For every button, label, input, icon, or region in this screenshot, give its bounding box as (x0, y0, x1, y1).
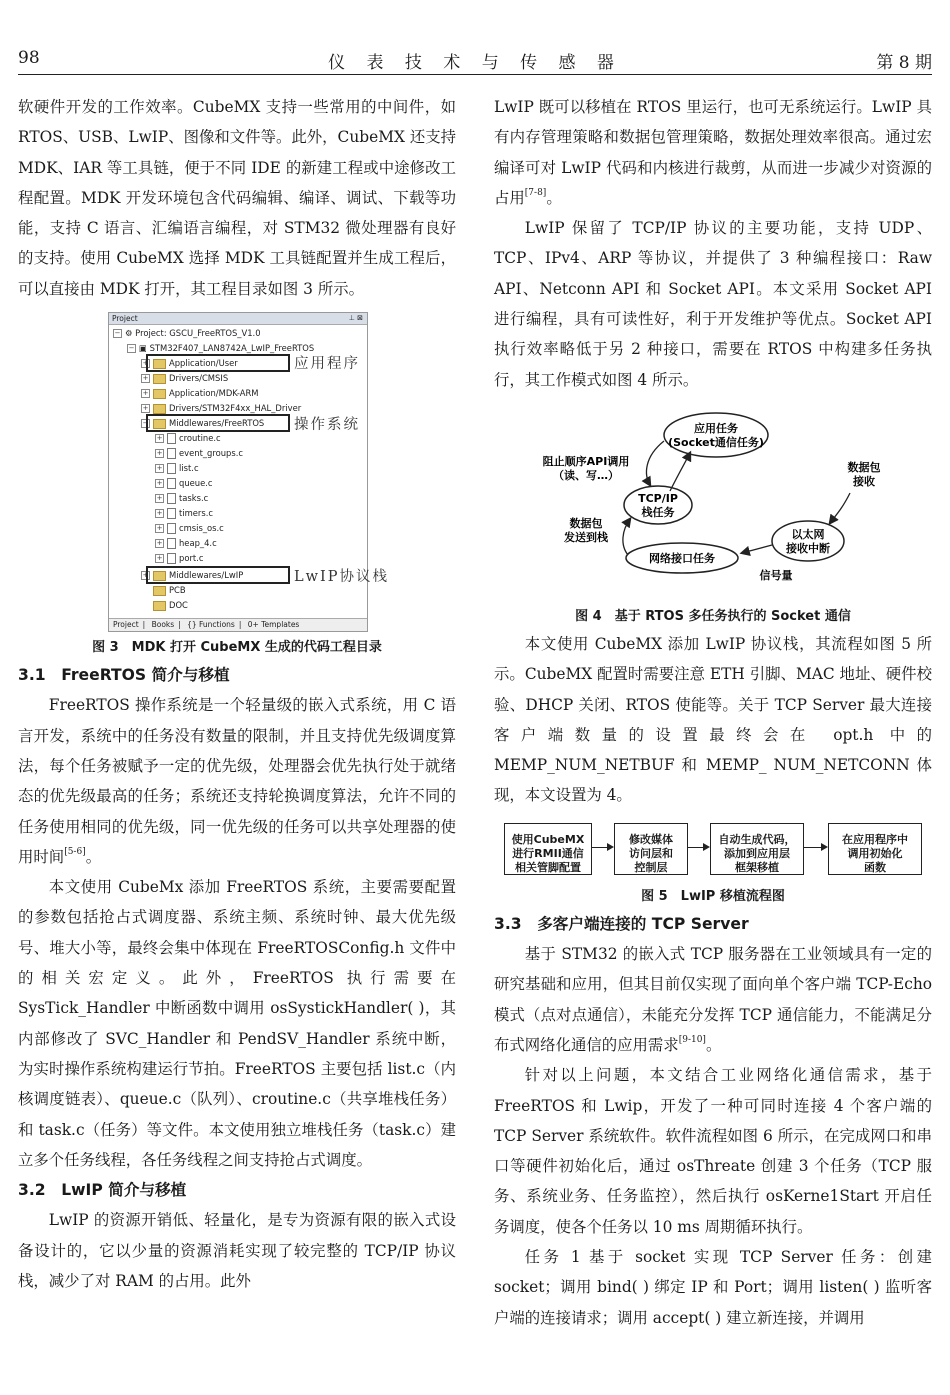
paragraph: LwIP 既可以移植在 RTOS 里运行，也可无系统运行。LwIP 具有内存管理策略和数据包管理策略，数据处理效率很高。通过宏编译可对 LwIP 代码和内核进行裁剪，从而进一步减少对资源的占用[7-8]。 (494, 98, 932, 207)
highlight-box-freertos (146, 414, 290, 432)
tree-row: PCB (141, 583, 186, 597)
tree-row: + list.c (156, 463, 199, 474)
file-icon (167, 553, 176, 564)
expand-icon: + (156, 524, 163, 533)
expand-icon: + (142, 374, 149, 383)
folder-icon (153, 404, 166, 414)
flow-box-3: 自动生成代码， 添加到应用层 框架移植 (710, 823, 804, 875)
tree-row: + Middlewares/LwIP (142, 570, 244, 581)
flow-box-4: 在应用程序中 调用初始化 函数 (828, 823, 922, 875)
target-icon: ▣ (139, 343, 150, 354)
tab-books: Books (151, 620, 175, 630)
paragraph: FreeRTOS 操作系统是一个轻量级的嵌入式系统，用 C 语言开发，系统中的任务没有数量的限制，并且支持优先级调度算法，每个任务被赋予一定的优先级，处理器会优先执行处于就绪态的优先级最高的任务；系统还支持轮换调度算法，允许不同的任务使用相同的优先级，同一优先级的任务可以共享处理器的使用时间[5-6]。 (18, 696, 456, 866)
highlight-box-lwip (146, 566, 290, 584)
folder-icon (153, 374, 166, 384)
figure-5 (494, 817, 932, 885)
collapse-icon: − (114, 329, 121, 338)
tree-row: + cmsis_os.c (156, 523, 224, 534)
tree-row: + Application/MDK-ARM (142, 388, 259, 399)
tree-row: + Application/User (142, 358, 238, 369)
expand-icon: + (142, 389, 149, 398)
tab-functions: {} Functions (187, 620, 235, 630)
figure-3 (18, 312, 456, 636)
project-panel-titlebar (109, 313, 367, 325)
flow-arrow (592, 847, 612, 848)
arrow-stack-to-app (670, 453, 690, 491)
expand-icon: + (156, 494, 163, 503)
file-icon (167, 538, 176, 549)
expand-icon: + (156, 554, 163, 563)
app-task-label: 应用任务 (694, 421, 738, 435)
project-icon: ⚙ (125, 328, 136, 339)
figure-4-caption: 图 4 基于 RTOS 多任务执行的 Socket 通信 (575, 608, 851, 624)
arrow-eth-to-net (742, 545, 772, 553)
flow-arrow (804, 847, 826, 848)
folder-icon (153, 601, 166, 611)
paragraph: 本文使用 CubeMx 添加 FreeRTOS 系统，主要需要配置的参数包括抢占式调度器、系统主频、系统时钟、最大优先级号、堆大小等，最终会集中体现在 FreeRTOSConfig.h 文件中的相关宏定义。此外，FreeRTOS 执行需要在 SysTick_Handler 中断函数中调用 osSystickHandler( )，其内部修改了 SVC_Handler 和 PendSV_Handler 系统中断，为实时操作系统构建运行节拍。FreeRTOS 主要包括 list.c（内核调度链表）、queue.c（队列）、croutine.c（共享堆栈任务）和 task.c（任务）等文件。本文使用独立堆栈任务（task.c）建立多个任务线程，各任务线程之间支持抢占式调度。 (18, 878, 456, 1169)
arrow-net-to-stack (623, 519, 630, 555)
tree-row: + tasks.c (156, 493, 209, 504)
project-panel-title: Project (112, 314, 138, 324)
tree-row: + timers.c (156, 508, 213, 519)
right-column (494, 92, 932, 1333)
page-number: 98 (18, 48, 40, 68)
tcpip-label: TCP/IP (638, 491, 678, 505)
folder-icon (153, 389, 166, 399)
expand-icon: + (156, 479, 163, 488)
tree-row: + heap_4.c (156, 538, 217, 549)
paragraph: LwIP 保留了 TCP/IP 协议的主要功能，支持 UDP、TCP、IPv4、ARP 等协议，并提供了 3 种编程接口：Raw API、Netconn API 和 Socket API。本文采用 Socket API 进行编程，具有可读性好，利于开发维护等优点。Socket API 执行效率略低于另 2 种接口，需要在 RTOS 中构建多任务执行，其工作模式如图 4 所示。 (494, 219, 932, 389)
tree-row: − ⚙ Project: GSCU_FreeRTOS_V1.0 (114, 328, 261, 339)
arrow-recv-to-eth (830, 493, 850, 523)
packet-recv-label: 数据包 (847, 460, 881, 474)
figure-4-diagram (494, 405, 932, 605)
packet-send-label: 数据包 (569, 516, 603, 530)
packet-send-sublabel: 发送到栈 (564, 530, 608, 544)
packet-recv-sublabel: 接收 (853, 474, 875, 488)
expand-icon: + (142, 404, 149, 413)
citation: [9-10] (678, 1034, 706, 1045)
flow-arrow (688, 847, 708, 848)
citation: [5-6] (64, 846, 86, 857)
collapse-icon: − (128, 344, 135, 353)
semaphore-label: 信号量 (759, 568, 793, 582)
figure-3-caption: 图 3 MDK 打开 CubeMX 生成的代码工程目录 (92, 640, 382, 656)
paragraph: 基于 STM32 的嵌入式 TCP 服务器在工业领域具有一定的研究基础和应用，但其目前仅实现了面向单个客户端 TCP-Echo 模式（点对点通信），未能充分发挥 TCP 通信能力，不能满足分布式网络化通信的应用需求[9-10]。 (494, 945, 932, 1054)
collapse-icon: − (142, 419, 149, 428)
section-heading-3-2: 3.2 LwIP 简介与移植 (18, 1181, 187, 1200)
tree-row: + croutine.c (156, 433, 221, 444)
eth-irq-label: 以太网 (791, 527, 825, 541)
pin-icon: ⊥ ⊠ (348, 314, 363, 323)
figure-5-caption: 图 5 LwIP 移植流程图 (641, 888, 785, 904)
tree-row: + Drivers/CMSIS (142, 373, 229, 384)
project-panel-tabs: Project | Books | {} Functions | 0+ Templates (109, 618, 367, 631)
flow-box-1: 使用CubeMX 进行RMII通信 相关管脚配置 (504, 823, 592, 875)
tab-project: Project (113, 620, 139, 630)
app-task-node (664, 413, 768, 457)
folder-icon (153, 586, 166, 596)
expand-icon: + (156, 464, 163, 473)
tree-row: DOC (141, 598, 188, 612)
expand-icon: + (156, 449, 163, 458)
file-icon (167, 478, 176, 489)
running-header (18, 44, 932, 75)
tcpip-sublabel: 栈任务 (641, 505, 675, 519)
arrow-app-to-stack (647, 441, 664, 485)
tab-templates: 0+ Templates (247, 620, 300, 630)
paragraph: LwIP 的资源开销低、轻量化，是专为资源有限的嵌入式设备设计的，它以少量的资源消耗实现了较完整的 TCP/IP 协议栈，减少了对 RAM 的占用。此外 (18, 1211, 456, 1291)
figure-4 (494, 405, 932, 605)
file-icon (167, 523, 176, 534)
label-application: 应用程序 (294, 356, 360, 373)
section-heading-3-3: 3.3 多客户端连接的 TCP Server (494, 914, 749, 933)
eth-irq-sublabel: 接收中断 (786, 541, 830, 555)
file-icon (167, 433, 176, 444)
label-lwip: LwIP协议栈 (294, 569, 390, 586)
file-icon (167, 463, 176, 474)
file-icon (167, 493, 176, 504)
journal-title: 仪 表 技 术 与 传 感 器 (328, 53, 622, 73)
app-task-sublabel: (Socket通信任务) (668, 435, 764, 449)
issue-number: 第 8 期 (876, 53, 932, 73)
block-call-label: 阻止顺序API调用 (542, 454, 630, 468)
tree-row: − ▣ STM32F407_LAN8742A_LwIP_FreeRTOS (128, 343, 315, 354)
expand-icon: + (156, 509, 163, 518)
paragraph: 针对以上问题，本文结合工业网络化通信需求，基于 FreeRTOS 和 Lwip，开发了一种可同时连接 4 个客户端的 TCP Server 系统软件。软件流程如图 6 所示，在完成网口和串口等硬件初始化后，通过 osThreate 创建 3 个任务（TCP 服务、系统业务、任务监控），然后执行 osKerne1Start 开启任务调度，使各个任务以 10 ms 周期循环执行。 (494, 1066, 932, 1236)
left-column (18, 92, 456, 1296)
paragraph: 任务 1 基于 socket 实现 TCP Server 任务：创建 socket；调用 bind( ) 绑定 IP 和 Port；调用 listen( ) 监听客户端的连接请求；调用 accept( ) 建立新连接，并调用 (494, 1248, 932, 1327)
file-icon (167, 448, 176, 459)
flow-box-2: 修改媒体 访问层和 控制层 (614, 823, 688, 875)
eth-irq-node (772, 521, 844, 561)
net-if-task-label: 网络接口任务 (649, 551, 715, 565)
block-call-sublabel: （读、写…） (553, 468, 619, 482)
expand-icon: + (142, 571, 149, 580)
expand-icon: + (156, 434, 163, 443)
file-icon (167, 508, 176, 519)
paragraph: 本文使用 CubeMX 添加 LwIP 协议栈，其流程如图 5 所示。CubeMX 配置时需要注意 ETH 引脚、MAC 地址、硬件校验、DHCP 关闭、RTOS 使能等。关于 TCP Server 最大连接客户端数量的设置最终会在 opt.h 中的 MEMP_NUM_NETBUF 和 MEMP_ NUM_NETCONN 体现，本文设置为 4。 (494, 634, 932, 805)
tree-row: + port.c (156, 553, 204, 564)
tree-row: + Drivers/STM32F4xx_HAL_Driver (142, 403, 302, 414)
section-heading-3-1: 3.1 FreeRTOS 简介与移植 (18, 666, 230, 685)
tree-row: + queue.c (156, 478, 213, 489)
tree-row: + event_groups.c (156, 448, 243, 459)
expand-icon: + (156, 539, 163, 548)
citation: [7-8] (524, 187, 547, 198)
highlight-box-application (146, 354, 290, 372)
tree-row: − Middlewares/FreeRTOS (142, 418, 265, 429)
expand-icon: + (142, 359, 149, 368)
label-os: 操作系统 (294, 417, 360, 434)
paragraph: 软硬件开发的工作效率。CubeMX 支持一些常用的中间件，如 RTOS、USB、LwIP、图像和文件等。此外，CubeMX 还支持 MDK、IAR 等工具链，便于不同 IDE 的新建工程或中途修改工程配置。MDK 开发环境包含代码编辑、编译、调试、下载等功能，支持 C 语言、汇编语言编程，对 STM32 微处理器有良好的支持。使用 CubeMX 选择 MDK 工具链配置并生成工程后，可以直接由 MDK 打开，其工程目录如图 3 所示。 (18, 98, 456, 298)
